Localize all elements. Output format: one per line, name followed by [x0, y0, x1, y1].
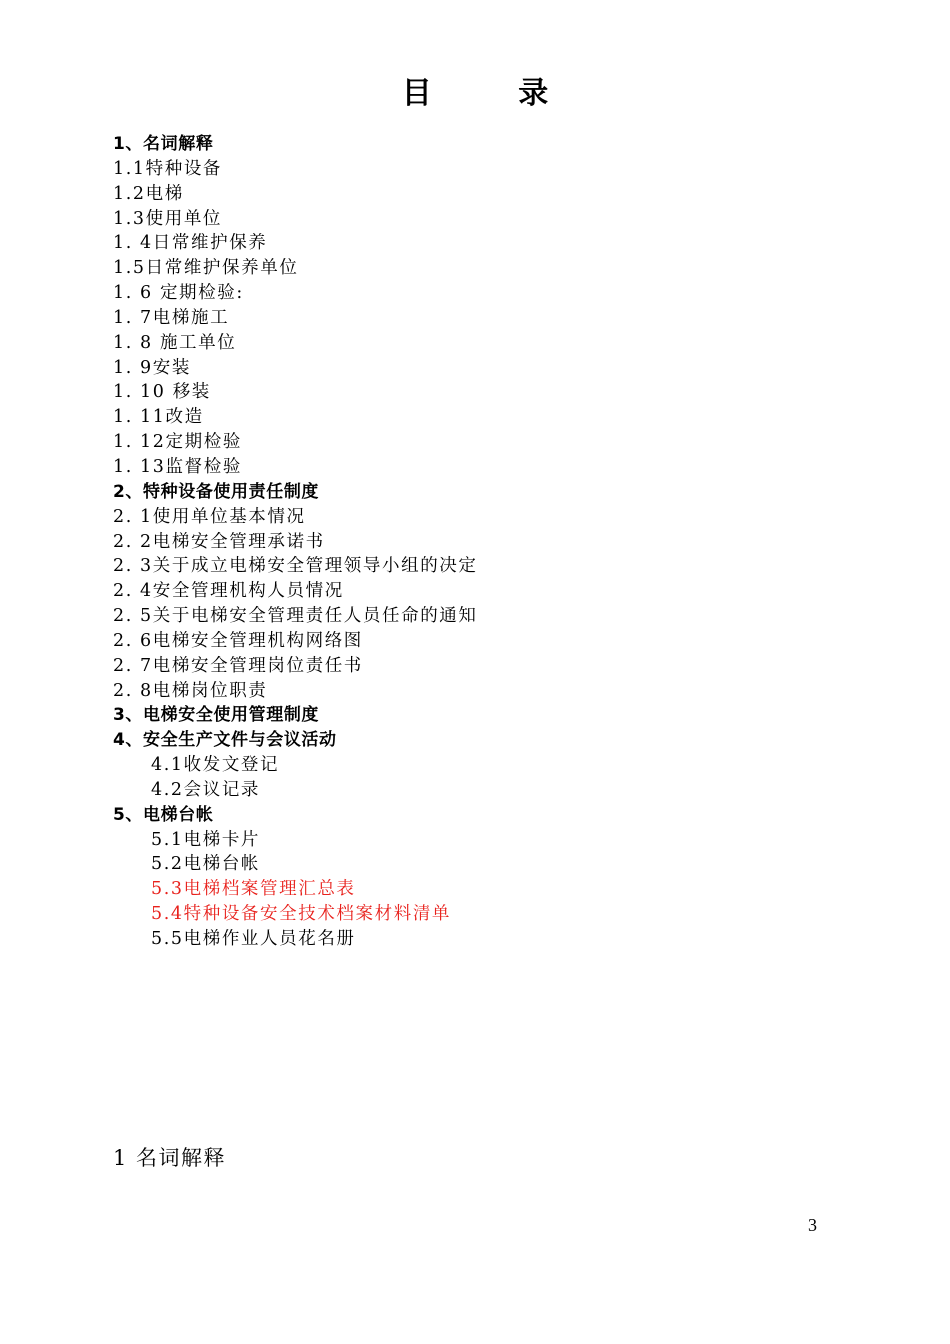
toc-entry-2-1[interactable]: 2. 1使用单位基本情况: [113, 506, 306, 527]
toc-entry-1-4[interactable]: 1. 4日常维护保养: [113, 233, 268, 254]
toc-entry-3[interactable]: 3、电梯安全使用管理制度: [113, 705, 320, 726]
toc-entry-2-4[interactable]: 2. 4安全管理机构人员情况: [113, 581, 344, 602]
toc-entry-4[interactable]: 4、安全生产文件与会议活动: [113, 730, 337, 751]
toc-entry-1-8[interactable]: 1. 8 施工单位: [113, 332, 237, 353]
section-heading: 1 名词解释: [113, 1146, 227, 1170]
toc-entry-2-8[interactable]: 2. 8电梯岗位职责: [113, 680, 268, 701]
toc-entry-2-2[interactable]: 2. 2电梯安全管理承诺书: [113, 531, 325, 552]
page-title: 目 录: [401, 76, 587, 111]
toc-entry-2-6[interactable]: 2. 6电梯安全管理机构网络图: [113, 630, 363, 651]
toc-entry-1-2[interactable]: 1.2电梯: [113, 183, 184, 204]
toc-entry-2-5[interactable]: 2. 5关于电梯安全管理责任人员任命的通知: [113, 606, 478, 627]
toc-entry-1-9[interactable]: 1. 9安装: [113, 357, 191, 378]
toc-entry-5[interactable]: 5、电梯台帐: [113, 804, 214, 825]
toc-entry-5-3[interactable]: 5.3电梯档案管理汇总表: [151, 879, 356, 900]
toc-entry-1-11[interactable]: 1. 11改造: [113, 407, 204, 428]
toc-entry-2[interactable]: 2、特种设备使用责任制度: [113, 481, 320, 502]
page-number: 3: [808, 1215, 817, 1235]
toc-entry-1-12[interactable]: 1. 12定期检验: [113, 432, 242, 453]
table-of-contents: [113, 132, 833, 952]
toc-entry-5-1[interactable]: 5.1电梯卡片: [151, 829, 261, 850]
toc-entry-4-1[interactable]: 4.1收发文登记: [151, 755, 280, 776]
toc-entry-1-3[interactable]: 1.3使用单位: [113, 208, 223, 229]
toc-entry-2-3[interactable]: 2. 3关于成立电梯安全管理领导小组的决定: [113, 556, 478, 577]
toc-entry-1-1[interactable]: 1.1特种设备: [113, 158, 223, 179]
toc-entry-5-2[interactable]: 5.2电梯台帐: [151, 854, 261, 875]
toc-entry-2-7[interactable]: 2. 7电梯安全管理岗位责任书: [113, 655, 363, 676]
toc-entry-1-13[interactable]: 1. 13监督检验: [113, 456, 242, 477]
toc-entry-5-4[interactable]: 5.4特种设备安全技术档案材料清单: [151, 904, 452, 925]
toc-entry-1-7[interactable]: 1. 7电梯施工: [113, 307, 230, 328]
toc-entry-1-5[interactable]: 1.5日常维护保养单位: [113, 258, 299, 279]
toc-entry-4-2[interactable]: 4.2会议记录: [151, 779, 261, 800]
toc-entry-1[interactable]: 1、名词解释: [113, 134, 214, 154]
toc-entry-5-5[interactable]: 5.5电梯作业人员花名册: [151, 929, 356, 949]
toc-entry-1-10[interactable]: 1. 10 移装: [113, 382, 211, 403]
toc-entry-1-6[interactable]: 1. 6 定期检验:: [113, 283, 244, 304]
